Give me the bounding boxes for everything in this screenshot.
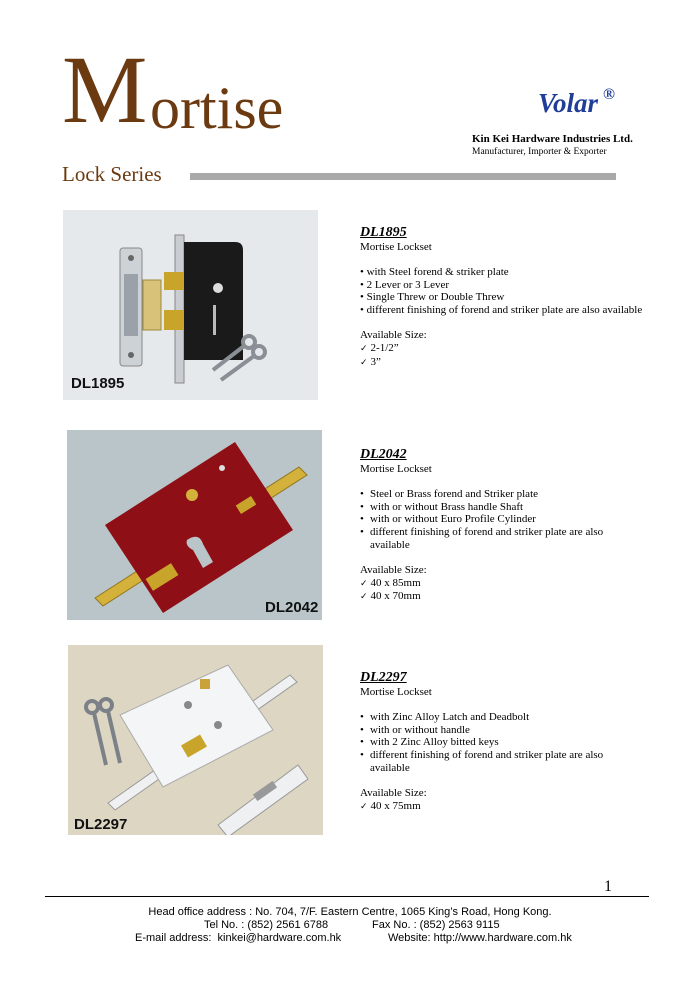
size-item: ✓ 2-1/2” xyxy=(360,342,642,356)
size-list xyxy=(360,800,632,814)
feature-item: • with or without Euro Profile Cylinder xyxy=(360,513,632,526)
product-code: DL2042 xyxy=(360,447,407,462)
title-rest: ortise xyxy=(150,75,284,141)
feature-item: • Single Threw or Double Threw xyxy=(360,291,505,304)
product-block-dl2042 xyxy=(360,447,632,604)
feature-item: • with Zinc Alloy Latch and Deadbolt xyxy=(360,711,632,724)
product-image-label: DL2042 xyxy=(265,599,319,616)
series-subtitle: Lock Series xyxy=(62,162,162,186)
size-item: ✓ 40 x 70mm xyxy=(360,590,632,604)
size-list xyxy=(360,342,642,370)
brand-name: Volar xyxy=(538,88,599,118)
product-block-dl2297 xyxy=(360,670,632,813)
feature-item: • different finishing of forend and striker plate are also available xyxy=(360,304,643,317)
size-item: ✓ 40 x 75mm xyxy=(360,800,632,814)
footer-address: Head office address : No. 704, 7/F. Eastern Centre, 1065 King’s Road, Hong Kong. xyxy=(148,906,552,918)
product-type: Mortise Lockset xyxy=(360,686,432,698)
footer-website[interactable]: Website: http://www.hardware.com.hk xyxy=(388,932,572,944)
product-code: DL2297 xyxy=(360,670,407,685)
feature-list xyxy=(360,266,642,317)
feature-list xyxy=(360,488,632,552)
page-number: 1 xyxy=(604,878,612,895)
feature-list xyxy=(360,711,632,775)
title-initial: M xyxy=(62,36,148,143)
brand-logo xyxy=(538,88,615,119)
product-type: Mortise Lockset xyxy=(360,463,432,475)
feature-item: • with 2 Zinc Alloy bitted keys xyxy=(360,736,632,749)
product-block-dl1895 xyxy=(360,225,642,369)
size-item: ✓ 40 x 85mm xyxy=(360,577,632,591)
product-image-dl1895 xyxy=(63,210,318,400)
header-divider-bar xyxy=(190,173,616,180)
product-type: Mortise Lockset xyxy=(360,241,432,253)
feature-item: • different finishing of forend and striker plate are also available xyxy=(360,749,632,775)
size-item: ✓ 3” xyxy=(360,356,642,370)
product-image-dl2297 xyxy=(68,645,323,835)
company-tagline: Manufacturer, Importer & Exporter xyxy=(472,147,607,157)
size-list xyxy=(360,577,632,605)
footer-email[interactable]: E-mail address: kinkei@hardware.com.hk xyxy=(135,932,342,944)
size-title: Available Size: xyxy=(360,563,427,576)
feature-item: • with or without Brass handle Shaft xyxy=(360,501,632,514)
product-image-label: DL2297 xyxy=(74,816,128,833)
feature-item: • with or without handle xyxy=(360,724,632,737)
footer-tel: Tel No. : (852) 2561 6788 xyxy=(204,919,329,931)
size-title: Available Size: xyxy=(360,786,427,799)
feature-item: • different finishing of forend and striker plate are also available xyxy=(360,526,632,552)
company-name: Kin Kei Hardware Industries Ltd. xyxy=(472,133,633,145)
feature-item: • with Steel forend & striker plate xyxy=(360,265,509,278)
product-image-dl2042 xyxy=(67,430,322,620)
product-image-label: DL1895 xyxy=(71,375,125,392)
footer-fax: Fax No. : (852) 2563 9115 xyxy=(372,919,500,931)
size-title: Available Size: xyxy=(360,328,427,341)
feature-item: • 2 Lever or 3 Lever xyxy=(360,278,450,291)
product-code: DL1895 xyxy=(360,225,407,240)
footer-rule xyxy=(45,896,649,897)
feature-item: • Steel or Brass forend and Striker plate xyxy=(360,488,632,501)
registered-mark: ® xyxy=(603,86,615,103)
